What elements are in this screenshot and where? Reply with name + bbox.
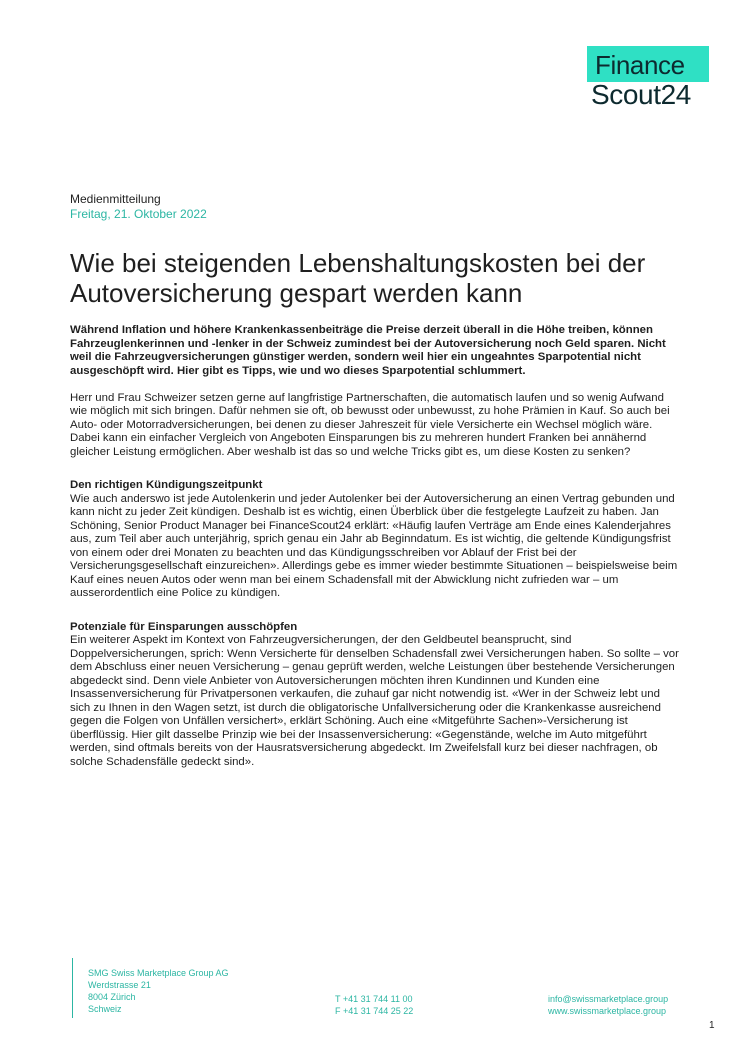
footer-divider (72, 958, 73, 1018)
footer-email[interactable]: info@swissmarketplace.group (548, 994, 669, 1004)
footer-company: SMG Swiss Marketplace Group AG (88, 968, 229, 978)
logo-text-finance: Finance (595, 50, 685, 80)
document-type-label: Medienmitteilung (70, 192, 161, 206)
footer-street: Werdstrasse 21 (88, 980, 151, 990)
section-body-cancellation: Wie auch anderswo ist jede Autolenkerin und jeder Autolenker bei der Autoversicherung an einen Vertrag gebunden und kann nicht zu jeder Zeit kündigen. Deshalb ist es wichtig, einen Überblick über die festgelegte Laufzeit zu haben. Jan Schöning, Senior Product Manager bei FinanceScout24 erklärt: «Häufig laufen Verträge am Ende eines Kalenderjahres aus, zum Teil aber auch unterjährig, sprich genau ein Jahr ab Beginndatum. Es ist wichtig, die geltende Kündigungsfrist von einem oder drei Monaten zu beachten und das Kündigungsschreiben vor Ablauf der Frist bei der Versicherungsgesellschaft einzureichen». Allerdings gebe es immer wieder bestimmte Situationen – beispielsweise beim Kauf eines neuen Autos oder wenn man bei einem Schadensfall mit der Abwicklung nicht zufrieden war – um ausserordentlich eine Police zu kündigen. (70, 492, 678, 599)
section-heading-cancellation: Den richtigen Kündigungszeitpunkt (70, 479, 263, 491)
footer-contact-block (548, 993, 668, 1017)
footer-website[interactable]: www.swissmarketplace.group (548, 1006, 667, 1016)
footer-phone: T +41 31 744 11 00 (335, 994, 413, 1004)
lead-paragraph: Während Inflation und höhere Krankenkassenbeiträge die Preise derzeit überall in die Höhe treiben, können Fahrzeuglenkerinnen und -lenker in der Schweiz zumindest bei der Autoversicherung noch Geld sparen. Nicht weil die Fahrzeugversicherungen günstiger werden, sondern weil hier ein ungeahntes Sparpotential nicht ausgeschöpft wird. Hier gibt es Tipps, wie und wo dieses Sparpotential schlummert. (70, 324, 666, 377)
financescout24-logo (583, 46, 713, 118)
article-body (70, 324, 680, 769)
section-heading-savings: Potenziale für Einsparungen ausschöpfen (70, 620, 298, 633)
footer-fax: F +41 31 744 25 22 (335, 1006, 414, 1016)
footer-city: 8004 Zürich (88, 992, 136, 1002)
section-body-savings: Ein weiterer Aspekt im Kontext von Fahrzeugversicherungen, der den Geldbeutel beansprucht, sind Doppelversicherungen, sprich: Wenn Versicherte für denselben Schadensfall zwei Versicherungen haben. So sollte – vor dem Abschluss einer neuen Versicherung – genau geprüft werden, welche Leistungen über bestehende Versicherungen abgedeckt sind. Denn viele Anbieter von Autoversicherungen möchten ihren Kundinnen und Kunden eine Insassenversicherung für Privatpersonen verkaufen, die zuhauf gar nicht notwendig ist. «Wer in der Schweiz lebt und sich zu Ihnen in den Wagen setzt, ist durch die obligatorische Unfallversicherung oder die Krankenkasse ausreichend gegen die Folgen von Unfällen versichert», erklärt Schöning. Auch eine «Mitgeführte Sachen»-Versicherung ist überflüssig. Hier gilt dasselbe Prinzip wie bei der Insassenversicherung: «Gegenstände, welche im Auto mitgeführt werden, sind oftmals bereits von der Hausratsversicherung abgedeckt. Im Zweifelsfall kurz bei dieser nachfragen, ob solche Schadensfälle gedeckt sind». (70, 634, 679, 768)
footer-phone-block (335, 993, 413, 1017)
page-number: 1 (709, 1020, 715, 1031)
publication-date: Freitag, 21. Oktober 2022 (70, 207, 207, 221)
footer-address (88, 967, 229, 1015)
intro-paragraph: Herr und Frau Schweizer setzen gerne auf langfristige Partnerschaften, die automatisch laufen und so wenig Aufwand wie möglich mit sich bringen. Dafür nehmen sie oft, ob bewusst oder unbewusst, zu hohe Prämien in Kauf. So auch bei Auto- oder Motorradversicherungen, bei denen zu dieser Jahreszeit für viele Versicherte ein Wechsel möglich wäre. Dabei kann ein einfacher Vergleich von Angeboten Einsparungen bis zu mehreren hundert Franken bei annähernd gleicher Leistung ermöglichen. Aber weshalb ist das so und welche Tricks gibt es, um diese Kosten zu senken? (70, 391, 670, 458)
page-title: Wie bei steigenden Lebenshaltungskosten bei der Autoversicherung gespart werden kann (70, 248, 646, 308)
logo-text-scout24: Scout24 (591, 79, 691, 110)
footer-country: Schweiz (88, 1004, 122, 1014)
